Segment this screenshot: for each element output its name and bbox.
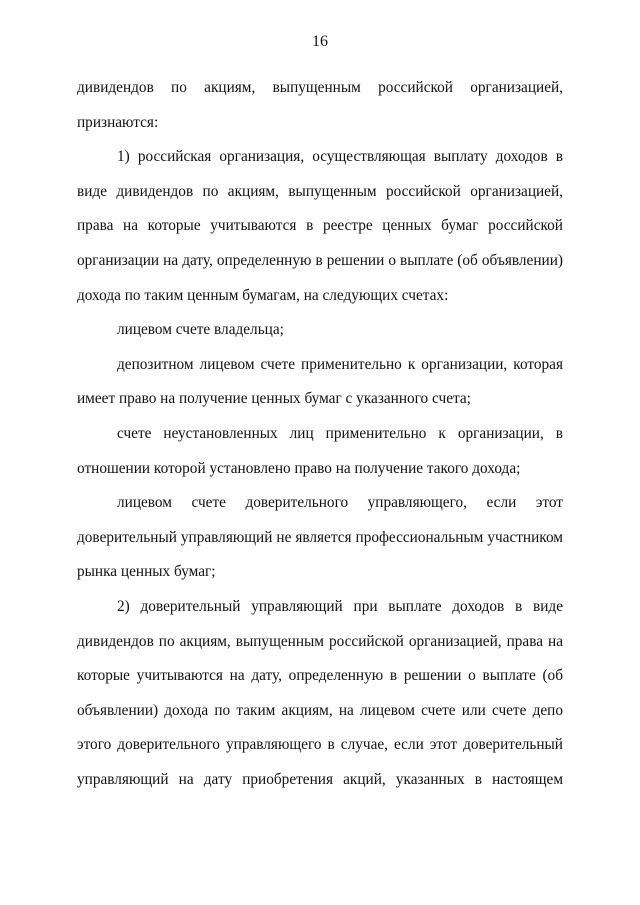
paragraph-trustee-account: лицевом счете доверительного управляющего, если этот доверительный управляющий не является профессиональным участником рынка ценных бумаг; xyxy=(77,494,563,581)
paragraph-item-2: 2) доверительный управляющий при выплате доходов в виде дивидендов по акциям, выпущенным российской организацией, права на которые учитываются на дату, определенную в решении о выплате (об объявлении) дохода по таким акциям, на лицевом счете или счете депо этого доверительного управляющего в случае, если этот доверительный управляющий на дату приобретения акций, указанных в настоящем xyxy=(77,597,563,788)
paragraph-owner-account: лицевом счете владельца; xyxy=(117,321,284,339)
paragraph-unidentified-account: счете неустановленных лиц применительно к организации, в отношении которой установлено право на получение такого дохода; xyxy=(77,424,563,477)
paragraph-item-1: 1) российская организация, осуществляющая выплату доходов в виде дивидендов по акциям, выпущенным российской организацией, права на которые учитываются в реестре ценных бумаг российской организации на дату, определенную в решении о выплате (об объявлении) дохода по таким ценным бумагам, на следующих счетах: xyxy=(77,148,563,304)
page-number: 16 xyxy=(312,33,328,50)
paragraph-deposit-account: депозитном лицевом счете применительно к организации, которая имеет право на получение ценных бумаг с указанного счета; xyxy=(77,355,563,408)
document-body xyxy=(77,71,563,797)
paragraph-continuation: дивидендов по акциям, выпущенным российской организацией, признаются: xyxy=(77,79,563,131)
